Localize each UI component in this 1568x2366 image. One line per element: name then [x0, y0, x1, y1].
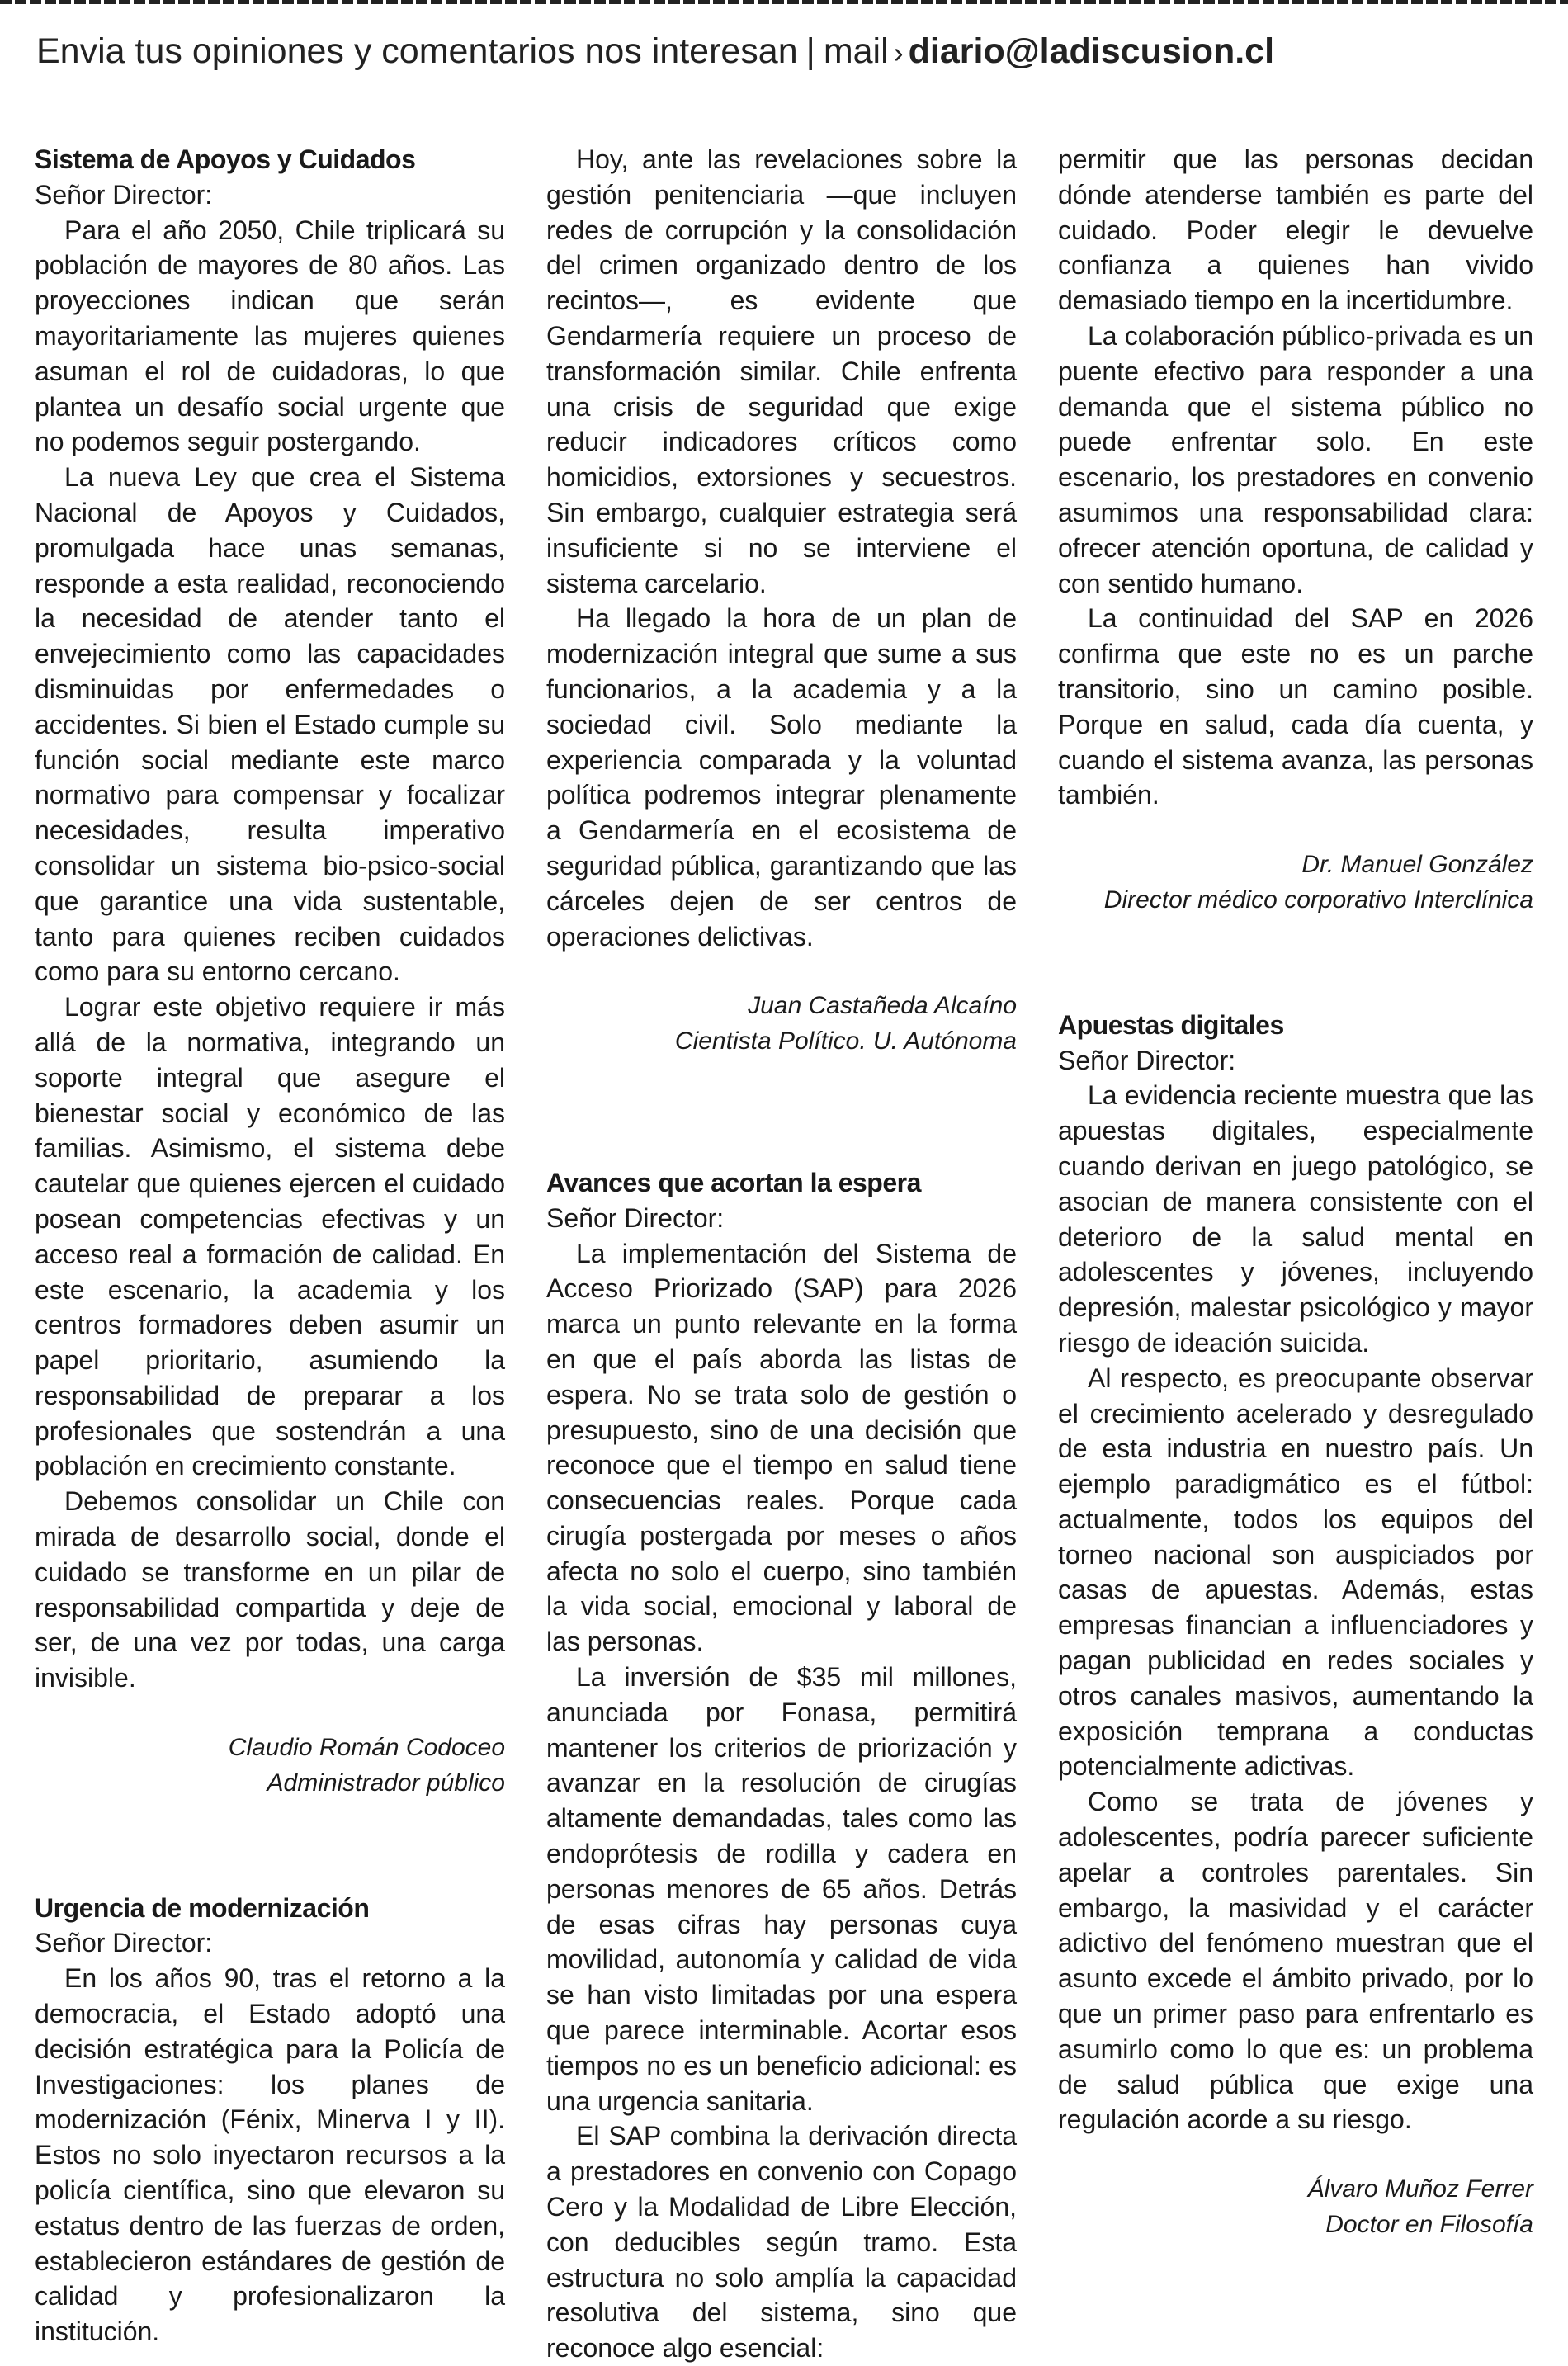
- letter-author-role: Director médico corporativo Interclínica: [1103, 885, 1533, 914]
- letter-paragraph: La continuidad del SAP en 2026 confirma que este no es un parche transitorio, sino un camino posible. Porque en salud, cada día cuenta, y cuando el sistema avanza, las personas también.: [1058, 603, 1533, 810]
- letter-author-role: Doctor en Filosofía: [1325, 2211, 1533, 2239]
- letter-paragraph: La implementación del Sistema de Acceso Priorizado (SAP) para 2026 marca un punto relevante en la forma en que el país aborda las listas de espera. No se trata solo de gestión o presupuesto, sino de una decisión que reconoce que el tiempo en salud tiene consecuencias reales. Porque cada cirugía postergada por meses o años afecta no solo el cuerpo, sino también la vida social, emocional y laboral de las personas.: [546, 1238, 1017, 1657]
- column-2: [546, 142, 1017, 2364]
- letter-paragraph: Lograr este objetivo requiere ir más allá de la normativa, integrando un soporte integral que asegure el bienestar social y económico de las familias. Asimismo, el sistema debe cautelar que quienes ejercen el cuidado posean competencias efectivas y un acceso real a formación de calidad. En este escenario, la academia y los centros formadores deben asumir un papel prioritario, asumiendo la responsabilidad de preparar a los profesionales que sostendrán a una población en crecimiento constante.: [35, 992, 505, 1481]
- letter-paragraph: Para el año 2050, Chile triplicará su población de mayores de 80 años. Las proyecciones indican que serán mayoritariamente las mujeres quienes asuman el rol de cuidadoras, lo que plantea un desafío social urgente que no podemos seguir postergando.: [35, 215, 505, 457]
- chevron-right-icon: ›: [893, 35, 904, 69]
- letter-paragraph: Debemos consolidar un Chile con mirada de desarrollo social, donde el cuidado se transforme en un pilar de responsabilidad compartida y deje de ser, de una vez por todas, una carga invisible.: [35, 1486, 505, 1693]
- letter-salutation: Señor Director:: [1058, 1045, 1236, 1075]
- letter-title: Urgencia de modernización: [35, 1892, 370, 1923]
- letter-paragraph: Hoy, ante las revelaciones sobre la gestión penitenciaria —que incluyen redes de corrupción y la consolidación del crimen organizado dentro de los recintos—, es evidente que Gendarmería requiere un proceso de transformación similar. Chile enfrenta una crisis de seguridad que exige reducir indicadores críticos como homicidios, extorsiones y secuestros. Sin embargo, cualquier estrategia será insuficiente si no se interviene el sistema carcelario.: [546, 144, 1017, 598]
- letter-paragraph: El SAP combina la derivación directa a prestadores en convenio con Copago Cero y la Modalidad de Libre Elección, con deducibles según tramo. Esta estructura no solo amplía la capacidad resolutiva del sistema, sino que reconoce algo esencial:: [546, 2121, 1017, 2364]
- email-link[interactable]: diario@ladiscusion.cl: [908, 31, 1275, 71]
- letter-paragraph: La colaboración público-privada es un puente efectivo para responder a una demanda que el sistema público no puede enfrentar solo. En este escenario, los prestadores en convenio asumimos una responsabilidad clara: ofrecer atención oportuna, de calidad y con sentido humano.: [1058, 320, 1533, 598]
- letter-paragraph: Como se trata de jóvenes y adolescentes, podría parecer suficiente apelar a controles parentales. Sin embargo, la masividad y el carácter adictivo del fenómeno muestran que el asunto excede el ámbito privado, por lo que un primer paso para enfrentarlo es asumirlo como lo que es: un problema de salud pública que exige una regulación acorde a su riesgo.: [1058, 1787, 1533, 2135]
- letter-author-role: Administrador público: [267, 1769, 505, 1797]
- contact-invite: Envia tus opiniones y comentarios nos interesan: [36, 31, 798, 71]
- letter-author-role: Cientista Político. U. Autónoma: [674, 1027, 1017, 1055]
- letter-author: Claudio Román Codoceo: [228, 1734, 505, 1762]
- letter-paragraph: Ha llegado la hora de un plan de modernización integral que sume a sus funcionarios, a la academia y a la sociedad civil. Solo mediante la experiencia comparada y la voluntad política podremos integrar plenamente a Gendarmería en el ecosistema de seguridad pública, garantizando que las cárceles dejen de ser centros de operaciones delictivas.: [546, 603, 1017, 952]
- letter-paragraph: Al respecto, es preocupante observar el crecimiento acelerado y desregulado de esta industria en nuestro país. Un ejemplo paradigmático es el fútbol: actualmente, todos los equipos del torneo nacional son auspiciados por casas de apuestas. Además, estas empresas financian a influenciadores y pagan publicidad en redes sociales y otros canales masivos, aumentando la exposición temprana a conductas potencialmente adictivas.: [1058, 1362, 1533, 1782]
- letter-title: Avances que acortan la espera: [546, 1167, 921, 1197]
- letter-title: Apuestas digitales: [1058, 1009, 1284, 1040]
- letter-paragraph: La evidencia reciente muestra que las apuestas digitales, especialmente cuando derivan en juego patológico, se asocian de manera consistente con el deterioro de la salud mental en adolescentes y jóvenes, incluyendo depresión, malestar psicológico y mayor riesgo de ideación suicida.: [1058, 1080, 1533, 1358]
- mail-label: mail: [823, 31, 889, 71]
- column-3: [1058, 142, 1533, 2255]
- contact-banner: [36, 26, 1538, 76]
- contact-separator: |: [805, 31, 815, 71]
- letter-title: Sistema de Apoyos y Cuidados: [35, 144, 416, 174]
- letter-paragraph: permitir que las personas decidan dónde atenderse también es parte del cuidado. Poder elegir le devuelve confianza a quienes han vivido demasiado tiempo en la incertidumbre.: [1058, 144, 1533, 316]
- letter-author: Dr. Manuel González: [1301, 851, 1533, 879]
- letter-paragraph: La nueva Ley que crea el Sistema Nacional de Apoyos y Cuidados, promulgada hace unas semanas, responde a esta realidad, reconociendo la necesidad de atender tanto el envejecimiento como las capacidades disminuidas por enfermedades o accidentes. Si bien el Estado cumple su función social mediante este marco normativo para compensar y focalizar necesidades, resulta imperativo consolidar un sistema bio-psico-social que garantice una vida sustentable, tanto para quienes reciben cuidados como para su entorno cercano.: [35, 462, 505, 987]
- top-rule: [0, 0, 1568, 4]
- letter-salutation: Señor Director:: [546, 1202, 725, 1233]
- letter-salutation: Señor Director:: [35, 179, 213, 210]
- letter-paragraph: En los años 90, tras el retorno a la democracia, el Estado adoptó una decisión estratégica para la Policía de Investigaciones: los planes de modernización (Fénix, Minerva I y II). Estos no solo inyectaron recursos a la policía científica, sino que elevaron su estatus dentro de las fuerzas de orden, establecieron estándares de gestión de calidad y profesionalizaron la institución.: [35, 1963, 505, 2347]
- letter-salutation: Señor Director:: [35, 1928, 213, 1958]
- letter-author: Juan Castañeda Alcaíno: [748, 992, 1017, 1020]
- letter-author: Álvaro Muñoz Ferrer: [1307, 2175, 1533, 2203]
- letter-paragraph: La inversión de $35 mil millones, anunciada por Fonasa, permitirá mantener los criterios de priorización y avanzar en la resolución de cirugías altamente demandadas, tales como las endoprótesis de rodilla y cadera en personas menores de 65 años. Detrás de esas cifras hay personas cuya movilidad, autonomía y calidad de vida se han visto limitadas por una espera que parece interminable. Acortar esos tiempos no es un beneficio adicional: es una urgencia sanitaria.: [546, 1662, 1017, 2116]
- column-1: [35, 142, 505, 2347]
